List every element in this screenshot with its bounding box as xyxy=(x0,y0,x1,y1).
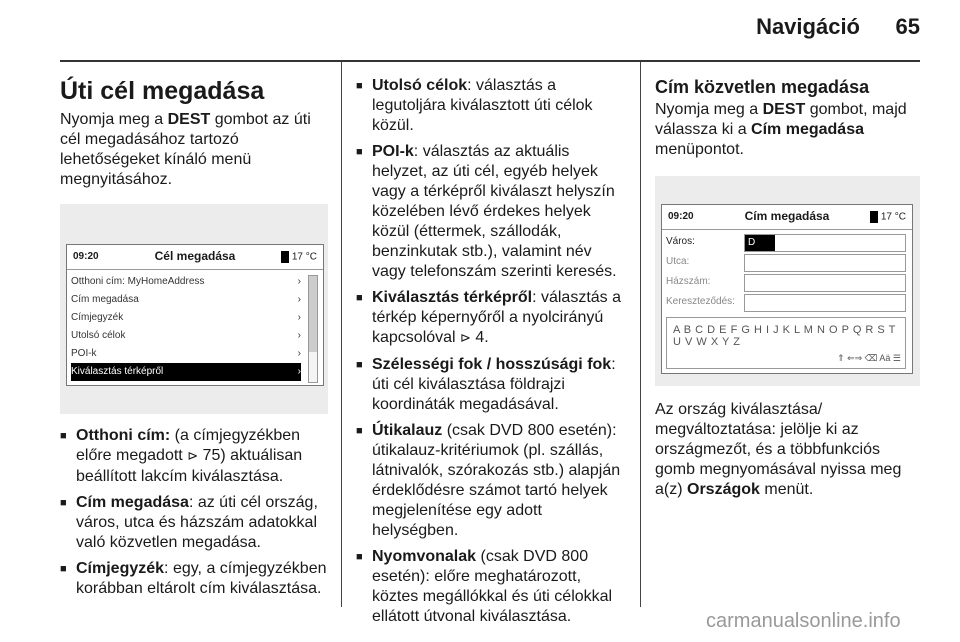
temperature-readout: 17 °C xyxy=(870,211,906,224)
house-number-input xyxy=(744,274,906,292)
thermometer-icon xyxy=(281,251,289,263)
chevron-right-icon: › xyxy=(297,276,301,287)
intersection-input xyxy=(744,294,906,312)
country-paragraph: Az ország kiválasztása/ megváltoztatása: jelölje ki az országmezőt, és a többfunkciós gomb megnyomásával nyissa meg a(z) Országok menüt. xyxy=(655,401,902,498)
column-divider-1 xyxy=(341,62,342,607)
address-entry-screenshot xyxy=(655,176,920,386)
keyboard-function-keys: ⇑ ⇐⇒ ⌫ Aä ☰ xyxy=(837,353,901,363)
page-header-title: Navigáció xyxy=(756,14,860,39)
screen-title: Cél megadása xyxy=(154,249,236,263)
bullet-list-1 xyxy=(60,426,328,599)
chevron-right-icon: › xyxy=(297,348,301,359)
watermark: carmanualsonline.info xyxy=(706,610,901,632)
field-label-city: Város: xyxy=(666,236,695,247)
page-number: 65 xyxy=(895,14,920,39)
chevron-right-icon: › xyxy=(297,330,301,341)
list-item: ■ Szélességi fok / hosszúsági fok: úti cél kiválasztása földrajzi koordináták megadásával. xyxy=(356,355,626,415)
list-item: ■ Cím megadása: az úti cél ország, város, utca és házszám adatokkal való közvetlen megadása. xyxy=(60,493,328,553)
list-item: ■ Otthoni cím: (a címjegyzékben előre megadott ⊳ 75) aktuálisan beállított lakcím kiválasztása. xyxy=(60,426,328,487)
keyboard-letters: A B C D E F G H I J K L M N O P Q R S T U V W X Y Z xyxy=(673,324,896,348)
column-divider-2 xyxy=(640,62,641,607)
column-3 xyxy=(655,76,920,500)
header-rule xyxy=(60,60,920,62)
temperature-readout: 17 °C xyxy=(281,251,317,264)
destination-menu-screen xyxy=(66,244,324,386)
list-item: ■ Címjegyzék: egy, a címjegyzékben korábban eltárolt cím kiválasztása. xyxy=(60,559,328,599)
intro-paragraph: Nyomja meg a DEST gombot, majd válassza ki a Cím megadása menüpontot. xyxy=(655,101,907,158)
intro-paragraph: Nyomja meg a DEST gombot az úti cél megadásához tartozó lehetőségeket kínáló menü megnyitásához. xyxy=(60,111,311,188)
scrollbar-thumb xyxy=(309,276,317,352)
column-2 xyxy=(356,76,626,633)
list-item: ■ Útikalauz (csak DVD 800 esetén): útikalauz-kritériumok (pl. szállás, látnivalók, szórakozás stb.) alapján érdeklődésre számot tartó helyek megjelenítése egy adott helységben. xyxy=(356,421,626,541)
chevron-right-icon: › xyxy=(297,294,301,305)
street-input xyxy=(744,254,906,272)
menu-item-home-address: Otthoni cím: MyHomeAddress › xyxy=(71,273,301,291)
column-1 xyxy=(60,76,328,605)
clock-readout: 09:20 xyxy=(73,251,99,262)
menu-item-address-entry: Cím megadása › xyxy=(71,291,301,309)
list-item: ■ Nyomvonalak (csak DVD 800 esetén): előre meghatározott, köztes megállókkal és úti célokkal ellátott útvonal kiválasztása. xyxy=(356,547,626,627)
city-input: D xyxy=(744,234,906,252)
clock-readout: 09:20 xyxy=(668,211,694,222)
address-entry-screen xyxy=(661,204,913,374)
field-label-street: Utca: xyxy=(666,256,690,267)
field-label-intersection: Kereszteződés: xyxy=(666,296,735,307)
menu-item-poi: POI-k › xyxy=(71,345,301,363)
menu-scrollbar xyxy=(308,275,318,383)
menu-item-select-from-map: Kiválasztás térképről › xyxy=(71,363,301,381)
menu-item-recent-destinations: Utolsó célok › xyxy=(71,327,301,345)
page-reference-arrow-icon: ⊳ xyxy=(460,331,471,346)
page-reference-arrow-icon: ⊳ xyxy=(187,449,199,464)
section-heading: Cím közvetlen megadása xyxy=(655,77,870,97)
list-item: ■ Kiválasztás térképről: választás a térkép képernyőről a nyolcirányú kapcsolóval ⊳ 4. xyxy=(356,288,626,349)
list-item: ■ Utolsó célok: választás a legutoljára kiválasztott úti célok közül. xyxy=(356,76,626,136)
screen-title: Cím megadása xyxy=(744,209,830,223)
menu-item-address-book: Címjegyzék › xyxy=(71,309,301,327)
destination-menu-screenshot xyxy=(60,204,328,414)
section-heading: Úti cél megadása xyxy=(60,77,265,105)
thermometer-icon xyxy=(870,211,878,223)
chevron-right-icon: › xyxy=(297,366,301,377)
chevron-right-icon: › xyxy=(297,312,301,323)
letter-keyboard xyxy=(666,317,906,369)
list-item: ■ POI-k: választás az aktuális helyzet, az úti cél, egyéb helyek vagy a térképről kiválaszt helyszín közelében lévő érdekes helyek közül (éttermek, szállodák, benzinkutak stb.), valamint név vagy telefonszám szerinti keresés. xyxy=(356,142,626,282)
field-label-house-number: Házszám: xyxy=(666,276,711,287)
